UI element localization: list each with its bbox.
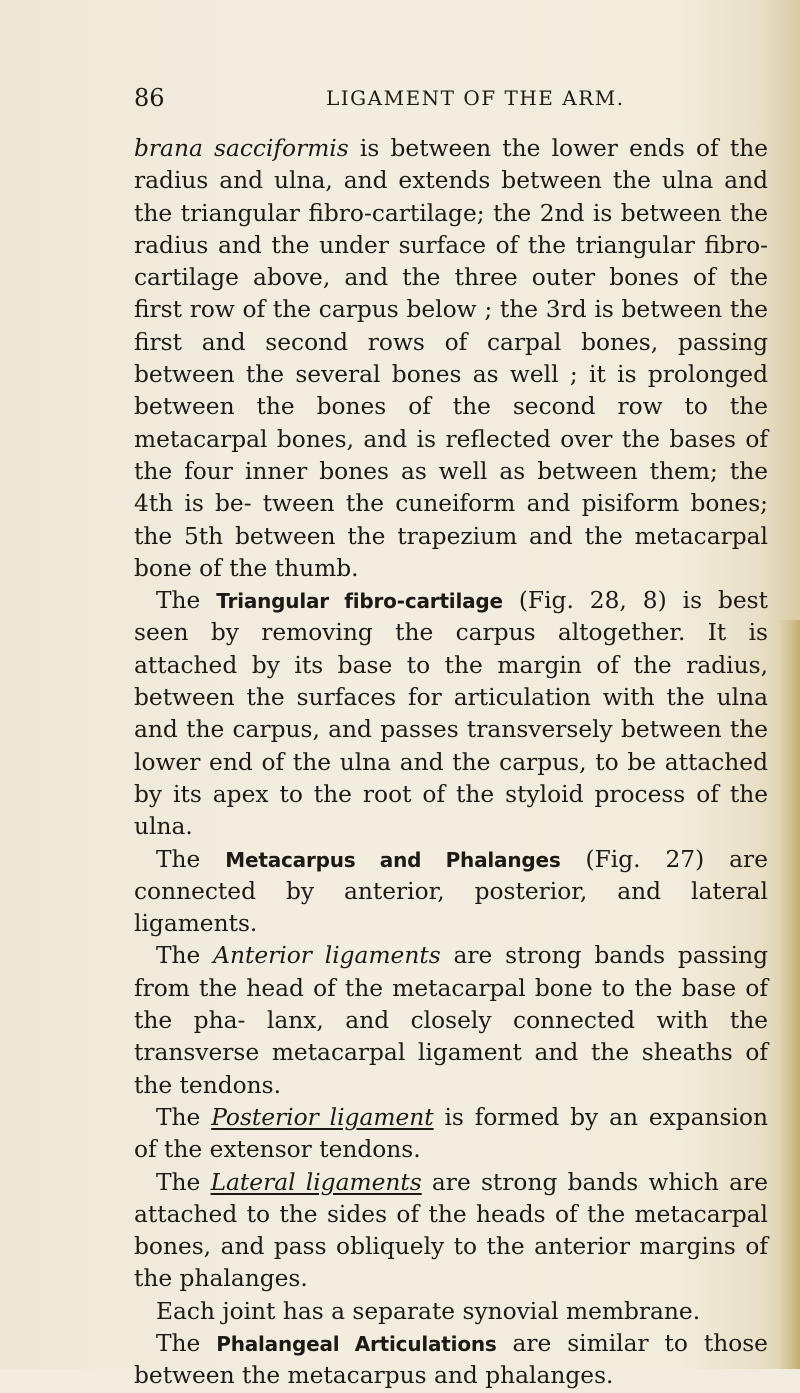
paragraph-anterior-ligaments — [134, 940, 768, 1101]
paragraph-text: are strong bands which are attached to the sides of the heads of the metacarpal bones, and pass obliquely to the anterior margins of the phalanges. — [134, 1168, 768, 1293]
paragraph-prefix: The — [156, 1168, 211, 1196]
paragraph-text: is formed by an expansion of the extensor tendons. — [134, 1103, 768, 1164]
paragraph-synovial-note — [134, 1296, 768, 1328]
italic-term: Posterior ligament — [211, 1103, 434, 1131]
italic-term: Anterior ligaments — [213, 942, 441, 970]
paragraph-prefix: The — [156, 1329, 217, 1357]
section-term: Phalangeal Articulations — [216, 1331, 497, 1356]
paragraph-posterior-ligament — [134, 1102, 768, 1167]
paragraph-metacarpus-phalanges — [134, 844, 768, 941]
paragraph-lateral-ligaments — [134, 1167, 768, 1296]
paragraph-text: are similar to those between the metacarpus and phalanges. — [134, 1329, 768, 1390]
running-head: LIGAMENT OF THE ARM. — [326, 86, 625, 110]
page-header — [134, 84, 764, 114]
italic-lead: brana sacciformis — [134, 135, 349, 162]
paragraph-triangular-fibro-cartilage — [134, 585, 768, 843]
italic-term: Lateral ligaments — [210, 1168, 422, 1196]
paragraph-text: Each joint has a separate synovial membrane. — [156, 1297, 701, 1325]
paragraph-text: (Fig. 28, 8) is best seen by removing the carpus altogether. It is attached by its base to the margin of the radius, between the surfaces for articulation with the ulna and the carpus, and passes transversely between the lower end of the ulna and the carpus, to be attached by its apex to the root of the styloid process of the ulna. — [134, 587, 768, 841]
section-term: Metacarpus and Phalanges — [225, 847, 561, 872]
page-edge-stain — [778, 620, 800, 1369]
paragraph-text: are strong bands passing from the head of the metacarpal bone to the base of the pha- lanx, and closely connected with the transverse metacarpal ligament and the sheaths of the tendons. — [134, 942, 768, 1099]
paragraph-text: is between the lower ends of the radius and ulna, and extends between the ulna and the triangular fibro-cartilage; the 2nd is between the radius and the under surface of the triangular fibro-cartilage above, and the three outer bones of the first row of the carpus below ; the 3rd is between the first and second rows of carpal bones, passing between the several bones as well ; it is prolonged between the bones of the second row to the metacarpal bones, and is reflected over the bases of the four inner bones as well as between them; the 4th is be- tween the cuneiform and pisiform bones; the 5th between the trapezium and the metacarpal bone of the thumb. — [134, 135, 768, 582]
paragraph-prefix: The — [156, 942, 214, 970]
page-number: 86 — [134, 84, 165, 112]
paragraph-phalangeal-articulations — [134, 1328, 768, 1393]
paragraph-synovial-membranes — [134, 133, 768, 585]
body-text — [134, 133, 768, 1393]
paragraph-prefix: The — [156, 1103, 212, 1131]
section-term: Triangular fibro-cartilage — [216, 589, 503, 614]
paragraph-prefix: The — [156, 587, 217, 615]
paragraph-prefix: The — [156, 845, 226, 873]
paragraph-text: (Fig. 27) are connected by anterior, posterior, and lateral ligaments. — [134, 845, 768, 938]
